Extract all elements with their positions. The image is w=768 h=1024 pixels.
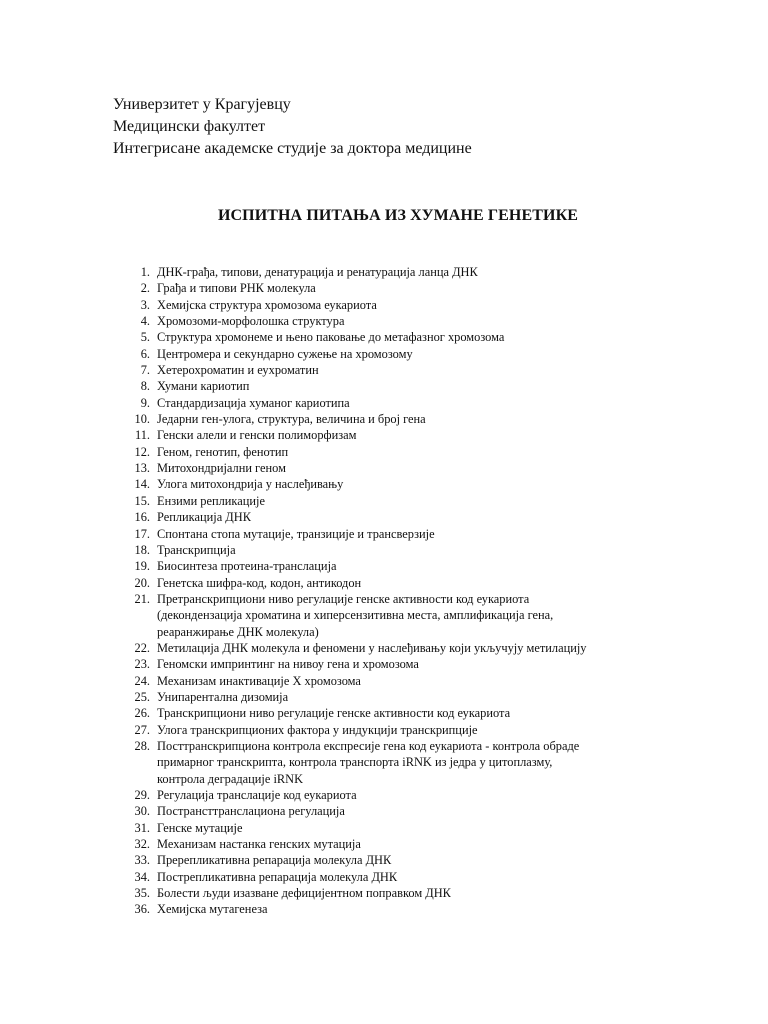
question-number: 28. <box>134 738 150 753</box>
question-number: 21. <box>134 591 150 606</box>
question-text <box>157 640 646 656</box>
question-item <box>126 411 646 427</box>
question-text <box>157 362 646 378</box>
question-text-line: Транскрипција <box>157 542 236 557</box>
question-item <box>126 787 646 803</box>
question-item <box>126 297 646 313</box>
question-number: 32. <box>134 837 150 852</box>
question-text-line: Генски алели и генски полиморфизам <box>157 428 357 443</box>
question-text <box>157 656 646 672</box>
question-text-line: Геном, генотип, фенотип <box>157 444 289 459</box>
question-number: 25. <box>134 689 150 704</box>
question-text <box>157 885 646 901</box>
question-text <box>157 869 646 885</box>
question-text-line: контрола деградације iRNK <box>157 771 304 786</box>
question-text-line: (декондензација хроматина и хиперсензитивна места, амплификација гена, <box>157 608 554 623</box>
question-item <box>126 738 646 787</box>
question-text-line: Регулација транслације код еукариота <box>157 788 357 802</box>
question-number: 22. <box>134 640 150 655</box>
question-text <box>157 558 646 574</box>
question-text <box>157 346 646 362</box>
question-text-line: Ензими репликације <box>157 493 265 508</box>
question-item <box>126 264 646 280</box>
question-item <box>126 673 646 689</box>
question-number: 6. <box>140 346 150 361</box>
question-number: 20. <box>134 575 150 590</box>
question-text <box>157 722 646 738</box>
faculty-name: Медицински факултет <box>113 118 266 135</box>
question-text <box>157 689 646 705</box>
question-text-line: Хетерохроматин и еухроматин <box>157 363 319 378</box>
question-item <box>126 885 646 901</box>
question-number: 7. <box>140 363 150 378</box>
question-item <box>126 329 646 345</box>
question-item <box>126 640 646 656</box>
question-text <box>157 836 646 852</box>
program-name: Интегрисане академске студије за доктора медицине <box>113 140 472 157</box>
question-text-line: Центромера и секундарно сужење на хромозому <box>157 346 413 361</box>
question-text <box>157 526 646 542</box>
question-text-line: Хромозоми-морфолошка структура <box>157 314 345 329</box>
question-text-line: Митохондријални геном <box>157 461 286 476</box>
question-text-line: ДНК-грађа, типови, денатурација и ренатурација ланца ДНК <box>157 265 478 279</box>
question-number: 18. <box>134 542 150 557</box>
question-text <box>157 820 646 836</box>
question-text-line: Механизам настанка генских мутација <box>157 837 361 852</box>
page-title: ИСПИТНА ПИТАЊА ИЗ ХУМАНЕ ГЕНЕТИКЕ <box>217 207 579 224</box>
question-item <box>126 378 646 394</box>
question-item <box>126 280 646 296</box>
question-item <box>126 852 646 868</box>
question-text-line: Метилација ДНК молекула и феномени у наслеђивању који укључују метилацију <box>157 640 587 655</box>
question-text-line: Хемијска мутагенеза <box>157 902 268 917</box>
question-text <box>157 280 646 296</box>
question-item <box>126 313 646 329</box>
question-item <box>126 591 646 640</box>
question-number: 26. <box>134 706 150 721</box>
question-number: 12. <box>134 444 150 459</box>
question-text <box>157 476 646 492</box>
question-text <box>157 427 646 443</box>
question-text-line: Структура хромонеме и њено паковање до метафазног хромозома <box>157 330 505 345</box>
question-item <box>126 395 646 411</box>
question-number: 33. <box>134 853 150 868</box>
question-text <box>157 395 646 411</box>
question-number: 27. <box>134 722 150 737</box>
question-item <box>126 689 646 705</box>
question-text <box>157 591 646 640</box>
question-text <box>157 460 646 476</box>
question-text <box>157 852 646 868</box>
question-item <box>126 820 646 836</box>
question-text-line: Једарни ген-улога, структура, величина и број гена <box>157 412 426 427</box>
question-number: 23. <box>134 657 150 672</box>
question-text-line: Унипарентална дизомија <box>157 689 289 704</box>
question-text <box>157 705 646 721</box>
question-text-line: Пострансттранслациона регулација <box>157 804 345 819</box>
question-number: 31. <box>134 820 150 835</box>
question-text <box>157 444 646 460</box>
question-item <box>126 558 646 574</box>
question-number: 35. <box>134 886 150 901</box>
question-item <box>126 444 646 460</box>
question-number: 36. <box>134 902 150 917</box>
question-number: 34. <box>134 869 150 884</box>
question-text-line: реаранжирање ДНК молекула) <box>157 624 319 639</box>
question-text-line: Улога транскрипционих фактора у индукцији транскрипције <box>157 722 478 737</box>
question-text-line: Генске мутације <box>157 820 243 835</box>
question-item <box>126 460 646 476</box>
question-item <box>126 346 646 362</box>
question-item <box>126 526 646 542</box>
question-text-line: Пострепликативна репарација молекула ДНК <box>157 869 398 884</box>
question-number: 17. <box>134 526 150 541</box>
question-text <box>157 297 646 313</box>
question-number: 3. <box>140 297 150 312</box>
question-number: 30. <box>134 804 150 819</box>
question-number: 9. <box>140 395 150 410</box>
question-text <box>157 575 646 591</box>
question-text-line: Хумани кариотип <box>157 379 250 394</box>
question-item <box>126 493 646 509</box>
question-text-line: Улога митохондрија у наслеђивању <box>157 477 344 492</box>
question-text-line: Болести људи изазване дефицијентном поправком ДНК <box>157 886 451 901</box>
question-item <box>126 509 646 525</box>
questions-list <box>126 264 646 918</box>
question-text <box>157 738 646 787</box>
question-text <box>157 787 646 803</box>
question-item <box>126 476 646 492</box>
question-text <box>157 901 646 917</box>
question-number: 2. <box>140 281 150 296</box>
question-item <box>126 656 646 672</box>
question-text-line: Стандардизација хуманог кариотипа <box>157 395 350 410</box>
question-text <box>157 264 646 280</box>
question-text <box>157 803 646 819</box>
question-number: 24. <box>134 673 150 688</box>
question-item <box>126 427 646 443</box>
university-name: Универзитет у Крагујевцу <box>113 96 291 113</box>
question-number: 1. <box>140 265 150 279</box>
question-number: 11. <box>134 428 150 443</box>
question-number: 19. <box>134 559 150 574</box>
question-text-line: Генетска шифра-код, кодон, антикодон <box>157 575 362 590</box>
question-text-line: Спонтана стопа мутације, транзиције и трансверзије <box>157 526 435 541</box>
question-item <box>126 722 646 738</box>
question-item <box>126 869 646 885</box>
question-text <box>157 411 646 427</box>
question-text-line: Претранскрипциони ниво регулације генске активности код еукариота <box>157 591 530 606</box>
question-text <box>157 509 646 525</box>
question-text-line: Репликација ДНК <box>157 510 251 525</box>
question-item <box>126 836 646 852</box>
document-header <box>113 94 472 160</box>
question-number: 13. <box>134 461 150 476</box>
question-number: 15. <box>134 493 150 508</box>
question-number: 10. <box>134 412 150 427</box>
question-text-line: Посттранскрипциона контрола експресије гена код еукариота - контрола обраде <box>157 738 580 753</box>
question-number: 14. <box>134 477 150 492</box>
question-text-line: Транскрипциони ниво регулације генске активности код еукариота <box>157 706 511 721</box>
question-item <box>126 803 646 819</box>
question-text <box>157 378 646 394</box>
question-text-line: Механизам инактивације X хромозома <box>157 673 361 688</box>
question-number: 4. <box>140 314 150 329</box>
question-number: 29. <box>134 788 150 802</box>
question-item <box>126 362 646 378</box>
question-number: 16. <box>134 510 150 525</box>
question-item <box>126 901 646 917</box>
question-text-line: Пререпликативна репарација молекула ДНК <box>157 853 392 868</box>
question-text <box>157 493 646 509</box>
question-text <box>157 542 646 558</box>
question-text-line: примарног транскрипта, контрола транспорта iRNK из једра у цитоплазму, <box>157 755 553 770</box>
question-text <box>157 673 646 689</box>
question-text-line: Грађа и типови РНК молекула <box>157 281 316 296</box>
question-text-line: Геномски импринтинг на нивоу гена и хромозома <box>157 657 419 672</box>
question-item <box>126 575 646 591</box>
question-number: 8. <box>140 379 150 394</box>
question-text <box>157 313 646 329</box>
question-text <box>157 329 646 345</box>
question-item <box>126 705 646 721</box>
question-number: 5. <box>140 330 150 345</box>
question-item <box>126 542 646 558</box>
question-text-line: Биосинтеза протеина-транслација <box>157 559 337 574</box>
question-text-line: Хемијска структура хромозома еукариота <box>157 297 377 312</box>
